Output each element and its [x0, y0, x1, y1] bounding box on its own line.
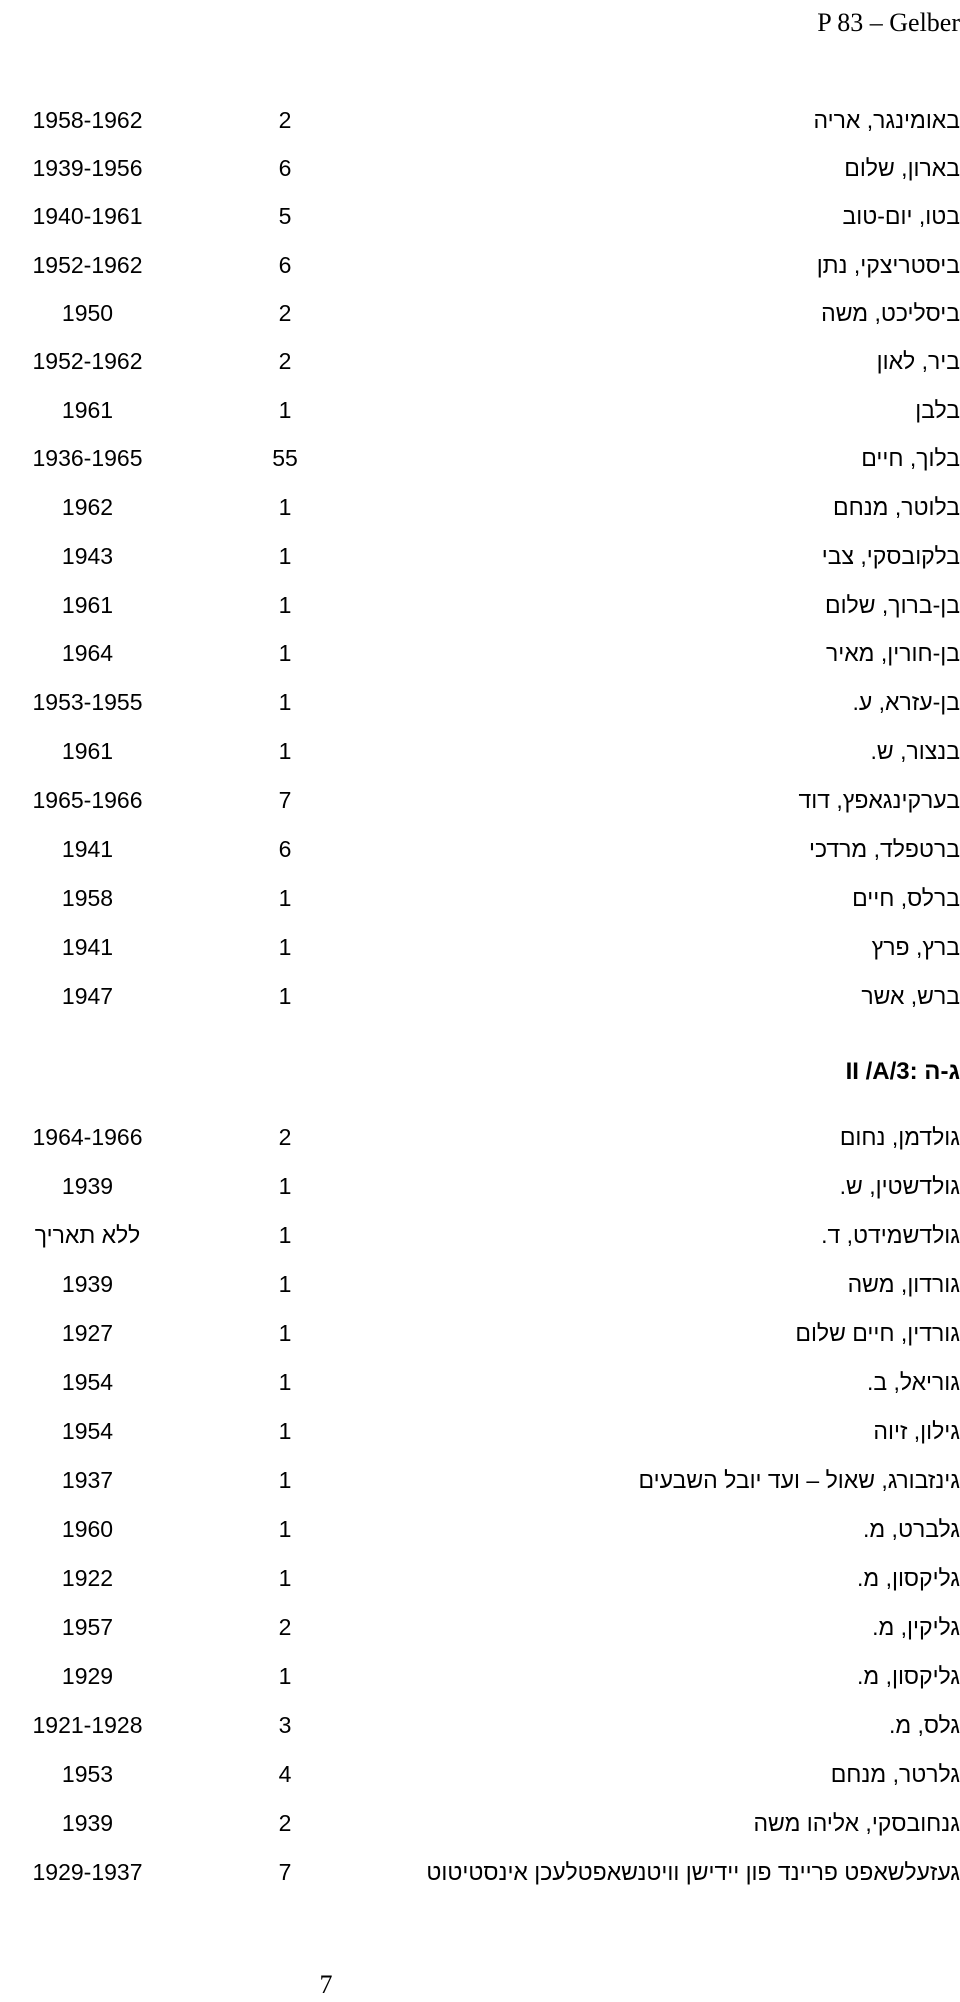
- entry-years: ללא תאריך: [34, 1222, 141, 1248]
- entry-name: געזעלשאפט פריינד פון יידישן וויטנשאפטלעכן אינסטיטוט: [426, 1859, 960, 1885]
- entry-name: בערקינגאפץ, דוד: [798, 787, 960, 813]
- entry-count: 1: [278, 592, 292, 618]
- list-item: [0, 1364, 960, 1400]
- entry-years: 1961: [61, 397, 114, 423]
- entry-count: 6: [278, 155, 292, 181]
- entry-count: 1: [278, 1369, 292, 1395]
- entry-years: 1937: [61, 1467, 114, 1493]
- entry-count: 2: [278, 348, 292, 374]
- list-item: [0, 831, 960, 867]
- entry-name: גינזבורג, שאול – ועד יובל השבעים: [638, 1467, 960, 1493]
- entry-years: 1961: [61, 738, 114, 764]
- entry-years: 1939-1956: [32, 155, 143, 181]
- entry-name: בטו, יום-טוב: [842, 203, 960, 229]
- entry-years: 1954: [61, 1369, 114, 1395]
- entry-count: 1: [278, 1663, 292, 1689]
- entry-years: 1943: [61, 543, 114, 569]
- entry-count: 1: [278, 1418, 292, 1444]
- entry-count: 4: [278, 1761, 292, 1787]
- list-item: [0, 733, 960, 769]
- entry-name: בלקובסקי, צבי: [821, 543, 960, 569]
- entry-count: 2: [278, 300, 292, 326]
- entry-count: 1: [278, 1271, 292, 1297]
- entry-name: גורדון, משה: [847, 1271, 960, 1297]
- entry-years: 1952-1962: [32, 348, 143, 374]
- entry-count: 1: [278, 1320, 292, 1346]
- entry-name: בנצור, ש.: [870, 738, 960, 764]
- list-item: [0, 635, 960, 671]
- entry-count: 1: [278, 543, 292, 569]
- entry-count: 1: [278, 1565, 292, 1591]
- entry-name: בארון, שלום: [844, 155, 960, 181]
- list-item: [0, 1168, 960, 1204]
- entry-name: בלוך, חיים: [861, 445, 960, 471]
- list-item: [0, 247, 960, 283]
- entry-years: 1921-1928: [32, 1712, 143, 1738]
- list-item: [0, 1560, 960, 1596]
- list-item: [0, 1266, 960, 1302]
- list-item: [0, 1119, 960, 1155]
- entry-years: 1961: [61, 592, 114, 618]
- list-item: [0, 1854, 960, 1928]
- entry-name: בן-ברוך, שלום: [824, 592, 960, 618]
- entry-count: 1: [278, 738, 292, 764]
- entry-name: גליקין, מ.: [872, 1614, 960, 1640]
- entry-years: 1947: [61, 983, 114, 1009]
- list-item: [0, 1315, 960, 1351]
- entry-years: 1958-1962: [32, 107, 143, 133]
- entry-years: 1953-1955: [32, 689, 143, 715]
- entry-years: 1941: [61, 836, 114, 862]
- entry-name: גורדין, חיים שלום: [795, 1320, 960, 1346]
- list-item: [0, 102, 960, 138]
- list-item: [0, 1462, 960, 1498]
- list-item: [0, 684, 960, 720]
- entry-years: 1939: [61, 1271, 114, 1297]
- entry-name: ברש, אשר: [861, 983, 960, 1009]
- entry-count: 1: [278, 1516, 292, 1542]
- entry-count: 55: [272, 445, 298, 471]
- entry-name: ביר, לאון: [876, 348, 960, 374]
- entry-name: ברלס, חיים: [852, 885, 960, 911]
- entry-name: בן-חורין, מאיר: [825, 640, 960, 666]
- list-item: [0, 1413, 960, 1449]
- entry-name: גולדשמידט, ד.: [821, 1222, 960, 1248]
- list-item: [0, 440, 960, 476]
- list-item: [0, 343, 960, 379]
- list-item: [0, 1805, 960, 1841]
- entry-years: 1936-1965: [32, 445, 143, 471]
- list-item: [0, 198, 960, 234]
- entry-years: 1927: [61, 1320, 114, 1346]
- entry-name: גליקסון, מ.: [857, 1565, 960, 1591]
- list-item: [0, 150, 960, 186]
- entry-name: ביסטריצקי, נתן: [816, 252, 960, 278]
- entry-count: 6: [278, 836, 292, 862]
- entry-name: בלוטר, מנחם: [832, 494, 960, 520]
- list-item: [0, 978, 960, 1014]
- entry-count: 2: [278, 1810, 292, 1836]
- entry-name: גוריאל, ב.: [866, 1369, 960, 1395]
- entry-years: 1950: [61, 300, 114, 326]
- entry-count: 1: [278, 983, 292, 1009]
- list-item: [0, 1609, 960, 1645]
- page-header: P 83 – Gelber: [817, 8, 960, 37]
- entry-years: 1964-1966: [32, 1124, 143, 1150]
- entry-count: 2: [278, 1124, 292, 1150]
- entry-name: בן-עזרא, ע.: [852, 689, 960, 715]
- entry-years: 1929-1937: [32, 1859, 143, 1885]
- entry-name: ברטפלד, מרדכי: [809, 836, 960, 862]
- entry-count: 1: [278, 885, 292, 911]
- list-item: [0, 1658, 960, 1694]
- list-item: [0, 392, 960, 428]
- entry-name: גלרטר, מנחם: [830, 1761, 960, 1787]
- entry-name: גילון, זיוה: [873, 1418, 960, 1444]
- entry-count: 3: [278, 1712, 292, 1738]
- entry-name: גולדשטין, ש.: [839, 1173, 960, 1199]
- section-heading: ג-ה :II /A/3: [845, 1058, 960, 1085]
- list-item: [0, 929, 960, 965]
- entry-years: 1960: [61, 1516, 114, 1542]
- entry-count: 1: [278, 640, 292, 666]
- entry-count: 2: [278, 1614, 292, 1640]
- entry-name: באומינגר, אריה: [813, 107, 960, 133]
- entry-years: 1941: [61, 934, 114, 960]
- entry-years: 1939: [61, 1810, 114, 1836]
- entry-years: 1962: [61, 494, 114, 520]
- list-item: [0, 1756, 960, 1792]
- page-number: 7: [319, 1970, 333, 1999]
- entry-count: 1: [278, 1222, 292, 1248]
- entry-years: 1954: [61, 1418, 114, 1444]
- entry-years: 1957: [61, 1614, 114, 1640]
- list-item: [0, 1511, 960, 1547]
- entry-years: 1922: [61, 1565, 114, 1591]
- entry-years: 1929: [61, 1663, 114, 1689]
- entry-name: גלס, מ.: [888, 1712, 960, 1738]
- entry-count: 1: [278, 1173, 292, 1199]
- entry-name: גולדמן, נחום: [839, 1124, 960, 1150]
- list-item: [0, 538, 960, 574]
- entry-years: 1939: [61, 1173, 114, 1199]
- entry-count: 6: [278, 252, 292, 278]
- list-item: [0, 880, 960, 916]
- entry-years: 1965-1966: [32, 787, 143, 813]
- entry-name: בלבן: [915, 397, 960, 423]
- entry-name: ביסליכט, משה: [821, 300, 960, 326]
- entry-count: 5: [278, 203, 292, 229]
- entry-count: 7: [278, 1859, 292, 1885]
- entry-count: 2: [278, 107, 292, 133]
- list-item: [0, 489, 960, 525]
- list-item: [0, 1217, 960, 1253]
- entry-count: 1: [278, 1467, 292, 1493]
- entry-years: 1940-1961: [32, 203, 143, 229]
- entry-name: גלברט, מ.: [862, 1516, 960, 1542]
- entry-name: ברץ, פרץ: [871, 934, 960, 960]
- entry-count: 1: [278, 689, 292, 715]
- entry-count: 1: [278, 397, 292, 423]
- list-item: [0, 1707, 960, 1743]
- entry-years: 1964: [61, 640, 114, 666]
- entry-count: 7: [278, 787, 292, 813]
- entry-count: 1: [278, 934, 292, 960]
- entry-years: 1952-1962: [32, 252, 143, 278]
- entry-name: גליקסון, מ.: [857, 1663, 960, 1689]
- entry-years: 1953: [61, 1761, 114, 1787]
- entry-name: גנחובסקי, אליהו משה: [753, 1810, 960, 1836]
- list-item: [0, 782, 960, 818]
- entry-years: 1958: [61, 885, 114, 911]
- list-item: [0, 587, 960, 623]
- list-item: [0, 295, 960, 331]
- entry-count: 1: [278, 494, 292, 520]
